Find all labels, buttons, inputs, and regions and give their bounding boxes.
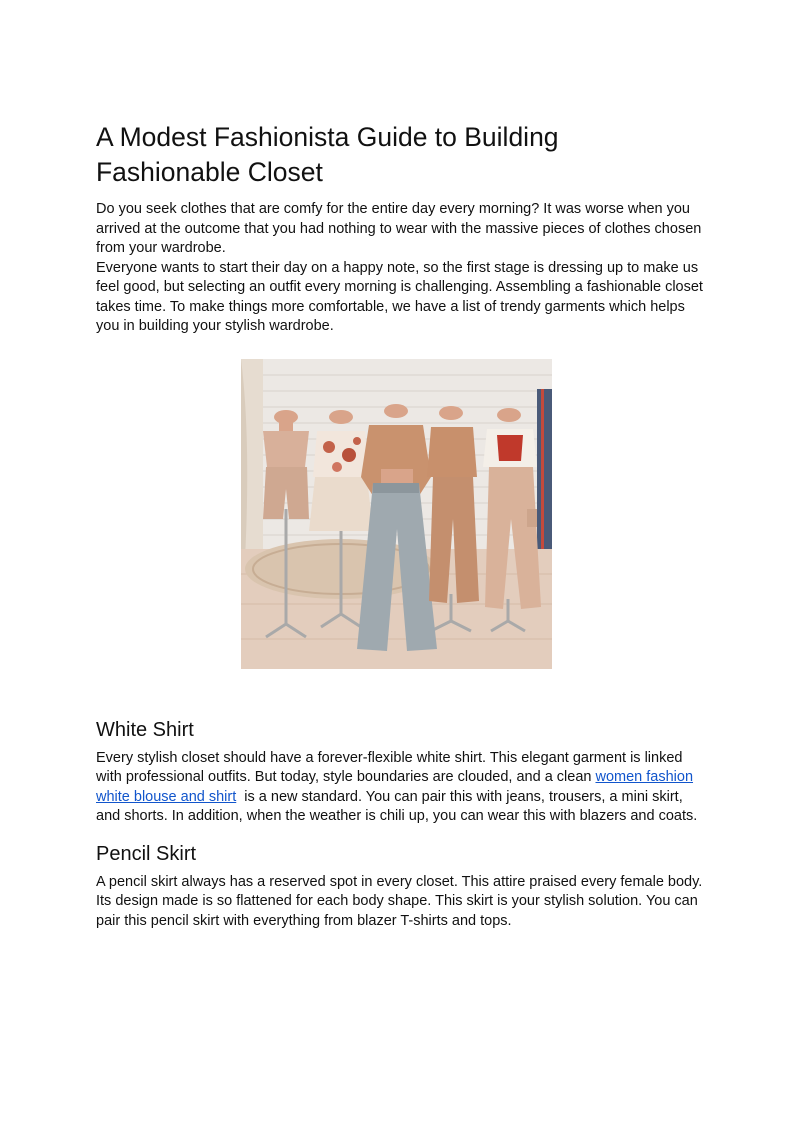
intro-paragraph-2: Everyone wants to start their day on a happy note, so the first stage is dressing up to make us feel good, but selecting an outfit every morning is challenging. Assembling a fashionable closet takes time. To make things more comfortable, we have a list of trendy garments which helps you in building your stylish wardrobe. [96,259,703,334]
section-pencil-skirt [96,841,706,932]
section-white-shirt [96,717,706,827]
paragraph-text-end: is a new standard. You can pair this with jeans, trousers, a mini skirt, and shorts. In addition, when the weather is chili up, you can wear this with blazers and coats. [96,788,698,824]
section-paragraph-pencil-skirt: A pencil skirt always has a reserved spot in every closet. This attire praised every female body. Its design made is so flattened for each body shape. This skirt is your stylish solution. You can pair this pencil skirt with everything from blazer T-shirts and tops. [96,873,703,929]
women-fashion-white-blouse-link[interactable]: women fashion white blouse and shirt [96,769,694,805]
document-page [96,120,706,931]
intro-paragraph-1: Do you seek clothes that are comfy for the entire day every morning? It was worse when you arrived at the outcome that you had nothing to wear with the massive pieces of clothes chosen from your wardrobe. [96,201,702,256]
mannequin-outfits-photo [241,359,552,669]
paragraph-text-start: Every stylish closet should have a forever-flexible white shirt. This elegant garment is linked with professional outfits. But today, style boundaries are clouded, and a clean [96,749,683,785]
section-heading-pencil-skirt: Pencil Skirt [96,842,197,865]
section-paragraph-white-shirt [96,749,706,827]
page-title: A Modest Fashionista Guide to Building Fashionable Closet [96,122,559,187]
section-heading-white-shirt: White Shirt [96,718,194,741]
